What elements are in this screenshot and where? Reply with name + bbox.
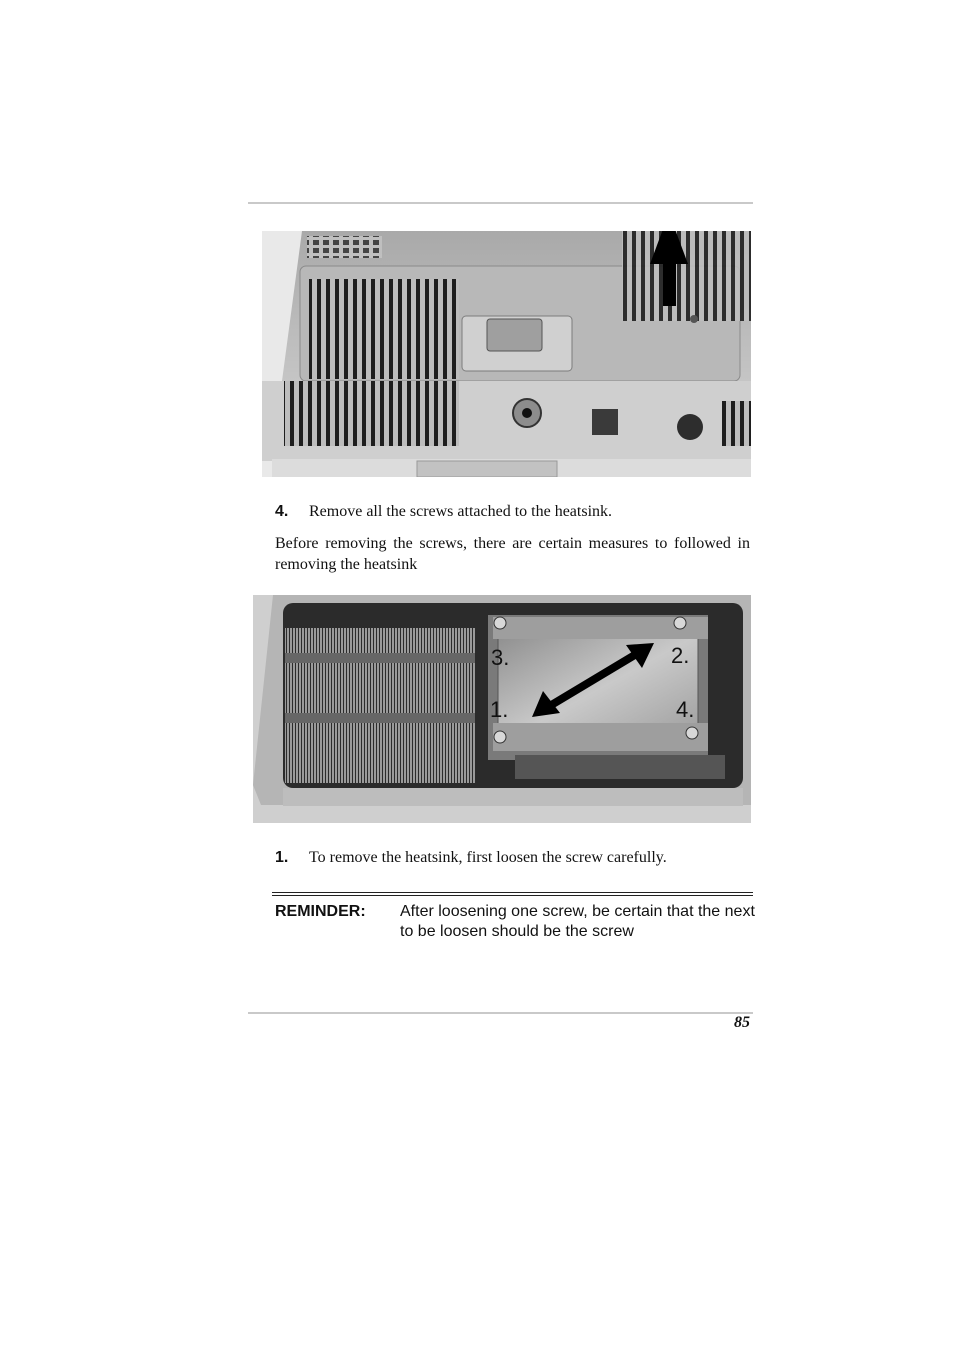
reminder-label: REMINDER: (275, 903, 366, 920)
step-1 (275, 848, 667, 868)
laptop-cover-photo (262, 231, 751, 477)
screw-label-3: 3. (491, 645, 510, 670)
screw-label-1: 1. (490, 697, 509, 722)
header-rule (248, 202, 753, 204)
body-paragraph: Before removing the screws, there are certain measures to followed in removing the heatsink (275, 535, 750, 573)
step-text: Remove all the screws attached to the heatsink. (309, 503, 613, 520)
reminder-text: After loosening one screw, be certain that the next to be loosen should be the screw (400, 903, 755, 940)
figure-heatsink-screws (253, 595, 751, 823)
step-4 (275, 502, 612, 522)
reminder-rule-top (272, 892, 753, 893)
step-text: To remove the heatsink, first loosen the screw carefully. (309, 849, 667, 866)
screw-label-4: 4. (676, 697, 695, 722)
heatsink-photo (253, 595, 751, 823)
step-number: 4. (275, 503, 289, 520)
step-number: 1. (275, 849, 289, 866)
reminder-rule-bottom (272, 895, 753, 896)
page-number: 85 (734, 1014, 750, 1031)
footer-rule (248, 1012, 753, 1014)
figure-laptop-bottom-cover (262, 231, 751, 477)
screw-label-2: 2. (671, 643, 690, 668)
